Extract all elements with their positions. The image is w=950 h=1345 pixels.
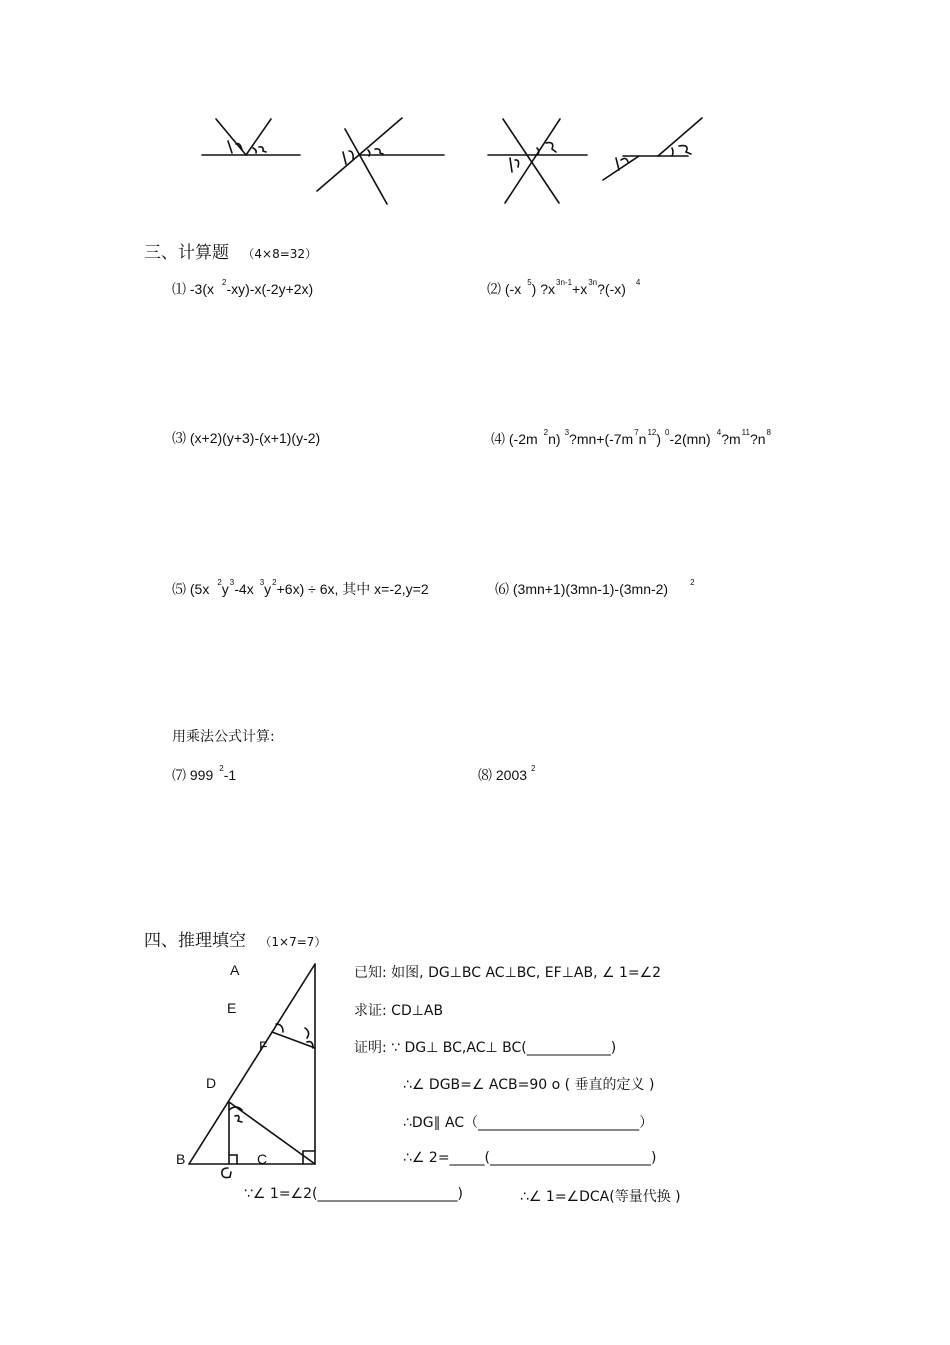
label-E: E (227, 1000, 237, 1016)
right-angle-mark-F (276, 1024, 283, 1032)
label-D: D (206, 1075, 217, 1091)
segment-CD (229, 1102, 315, 1164)
problem-7: ⑺ 999 $^2$-1 (172, 764, 237, 783)
label-C: C (257, 1151, 268, 1167)
fig3-line-b (505, 119, 560, 203)
problem-1: ⑴ -3(x $^2$-xy)-x(-2y+2x) (172, 278, 314, 297)
angle-1-mark (305, 1028, 313, 1048)
angle-figures (0, 0, 950, 220)
segment-EF (272, 1032, 315, 1048)
fig1-mark-2 (253, 147, 266, 153)
problem-5: ⑸ (5x $^2y^3-4x$ $^3y^2+6x) \div 6x$, 其中 x=-2,y=2 (172, 578, 429, 597)
problem-6: ⑹ (3mn+1)(3mn-1)-(3mn-2) $^2$ (495, 578, 695, 597)
label-F: F (259, 1038, 268, 1054)
problem-8: ⑻ 2003 $^2$ (478, 764, 536, 783)
problem-2: ⑵ (-x $^5$) $?x^{3n-1}+x^{3n}?(-x)$ $^4$ (487, 278, 641, 297)
fig1-ray-right (246, 119, 271, 155)
fig4-mark-2 (672, 146, 691, 156)
problem-3: ⑶ (x+2)(y+3)-(x+1)(y-2) (172, 430, 321, 446)
fig2-line-b (345, 129, 387, 204)
side-AB (189, 964, 315, 1164)
label-B: B (176, 1151, 186, 1167)
prove-line: 求证: CD⊥AB (354, 1003, 444, 1019)
fig3-line-a (503, 119, 559, 203)
proof-step-3: ∴DG∥ AC（_______________________） (403, 1115, 654, 1131)
fig3-mark-1 (510, 158, 519, 172)
proof-step-1: 证明: ∵ DG⊥ BC,AC⊥ BC(____________) (354, 1040, 617, 1056)
section4-score: （1×7=7） (259, 935, 327, 949)
label-A: A (230, 962, 240, 978)
section3-score: （4×8=32） (242, 247, 318, 261)
right-angle-mark-C (303, 1151, 315, 1164)
fig4-ray-top (658, 118, 702, 156)
right-angle-mark-G (229, 1155, 237, 1164)
proof-step-4: ∴∠ 2=_____(_______________________) (403, 1150, 657, 1166)
given-line: 已知: 如图, DG⊥BC AC⊥BC, EF⊥AB, ∠ 1=∠2 (354, 965, 662, 981)
proof-step-6: ∴∠ 1=∠DCA(等量代换 ) (520, 1189, 681, 1205)
proof-step-2: ∴∠ DGB=∠ ACB=90 o ( 垂直的定义 ) (403, 1077, 655, 1093)
section4-title: 四、推理填空 （1×7=7） (144, 931, 327, 951)
formula-note: 用乘法公式计算: (172, 729, 275, 745)
problem-4: ⑷ (-2m $^2$n) $^3?mn+(-7m^7n^{12})$ $^0$-2(mn) $^4?m^{11}?n^8$ (491, 428, 771, 447)
angle-2-mark (229, 1107, 242, 1122)
fig3-mark-2 (537, 143, 556, 154)
proof-step-5: ∵∠ 1=∠2(____________________) (244, 1186, 463, 1202)
section3-title: 三、计算题 （4×8=32） (144, 243, 318, 263)
g-mark (222, 1168, 231, 1178)
